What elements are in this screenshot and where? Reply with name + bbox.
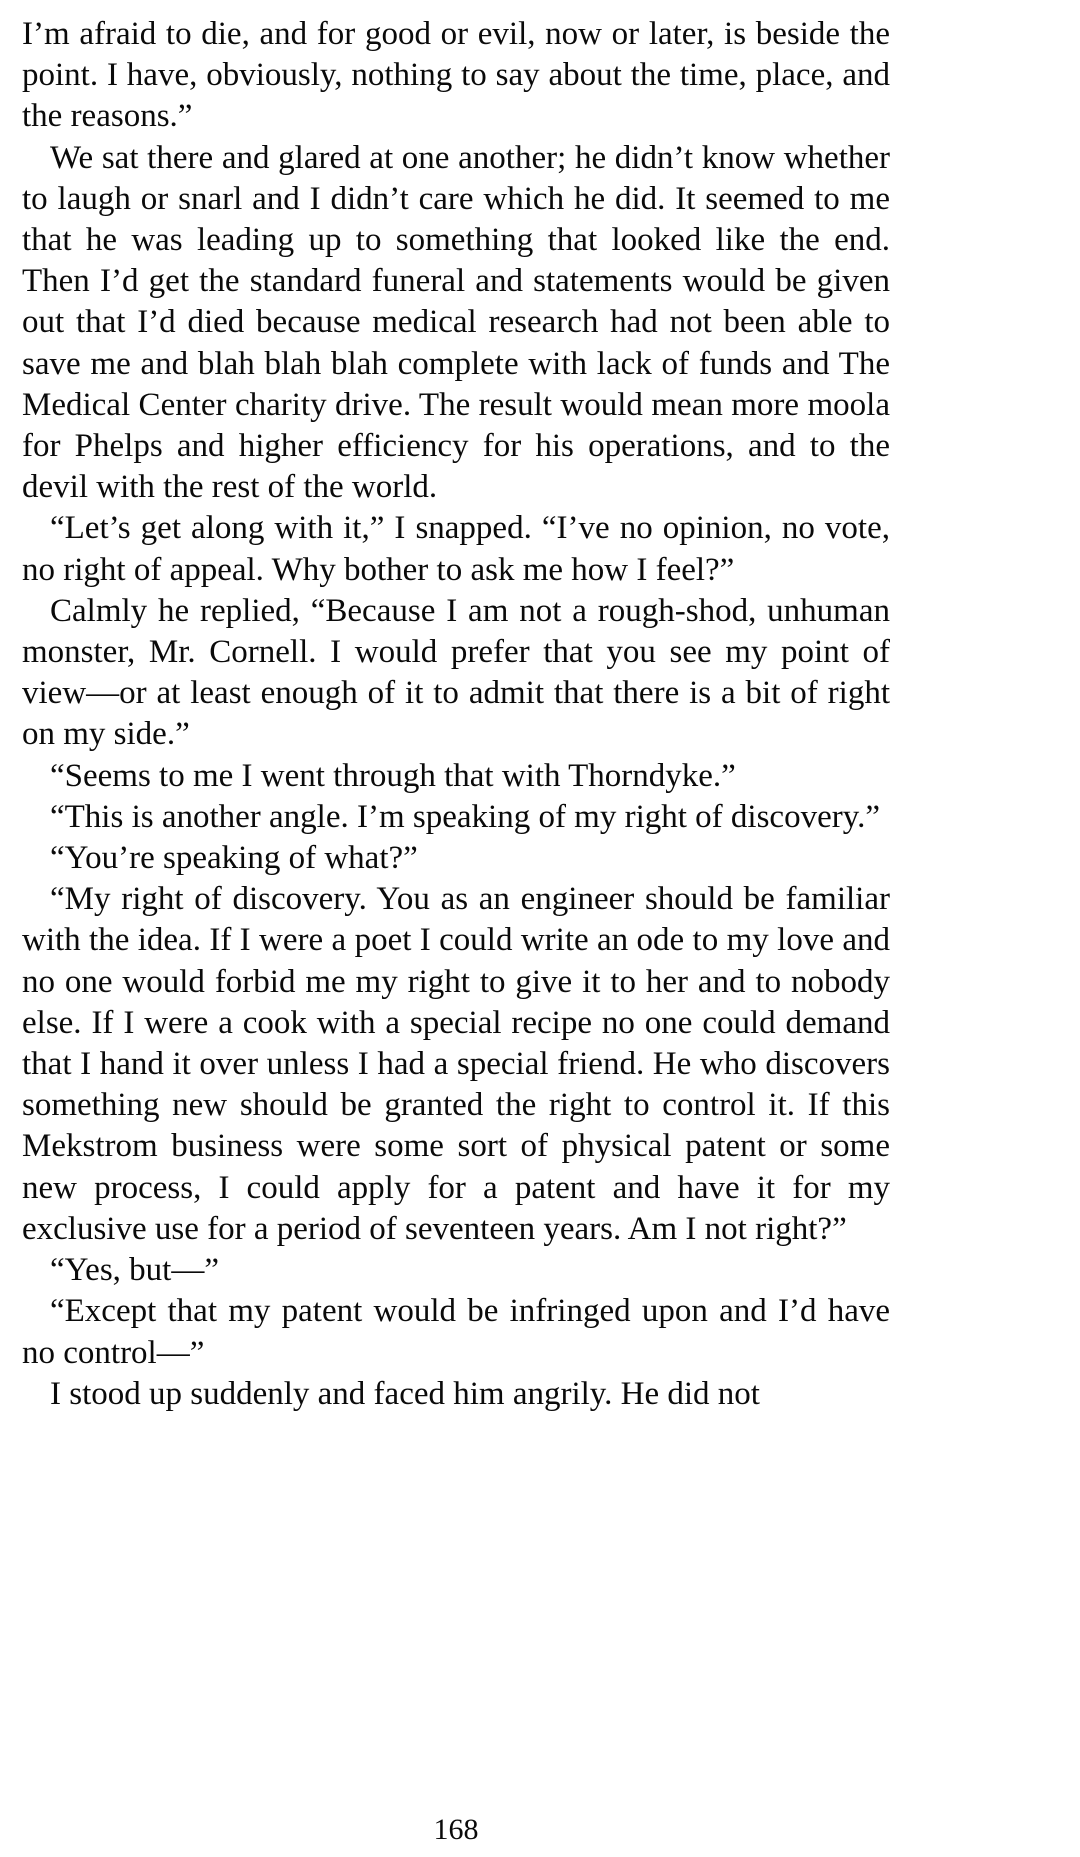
paragraph-3: “Let’s get along with it,” I snapped. “I’ve no opinion, no vote, no right of appeal. Why bother to ask me how I feel?” — [22, 510, 890, 588]
paragraph-4: Calmly he replied, “Because I am not a rough-shod, unhuman monster, Mr. Cornell. I would prefer that you see my point of view—or at least enough of it to admit that there is a bit of right on my side.” — [22, 592, 890, 753]
paragraph-1: I’m afraid to die, and for good or evil, now or later, is beside the point. I have, obviously, nothing to say about the time, place, and the reasons.” — [22, 16, 890, 135]
paragraph-11: I stood up suddenly and faced him angrily. He did not — [50, 1375, 760, 1412]
page-number: 168 — [433, 1813, 479, 1846]
paragraph-9: “Yes, but—” — [50, 1252, 219, 1289]
book-page-text — [22, 14, 890, 1415]
paragraph-2: We sat there and glared at one another; he didn’t know whether to laugh or snarl and I didn’t care which he did. It seemed to me that he was leading up to something that looked like the end. Then I’d get the standard funeral and statements would be given out that I’d died because medical research had not been able to save me and blah blah blah complete with lack of funds and The Medical Center charity drive. The result would mean more moola for Phelps and higher efficiency for his operations, and to the devil with the rest of the world. — [22, 139, 890, 506]
paragraph-7: “You’re speaking of what?” — [50, 840, 418, 877]
paragraph-5: “Seems to me I went through that with Thorndyke.” — [50, 757, 736, 794]
paragraph-8: “My right of discovery. You as an engineer should be familiar with the idea. If I were a poet I could write an ode to my love and no one would forbid me my right to give it to her and to nobody else. If I were a cook with a special recipe no one could demand that I hand it over unless I had a special friend. He who discovers something new should be granted the right to control it. If this Mekstrom business were some sort of physical patent or some new process, I could apply for a patent and have it for my exclusive use for a period of seventeen years. Am I not right?” — [22, 881, 890, 1247]
paragraph-6: “This is another angle. I’m speaking of my right of discovery.” — [50, 798, 880, 835]
paragraph-10: “Except that my patent would be infringed upon and I’d have no control—” — [22, 1293, 890, 1371]
